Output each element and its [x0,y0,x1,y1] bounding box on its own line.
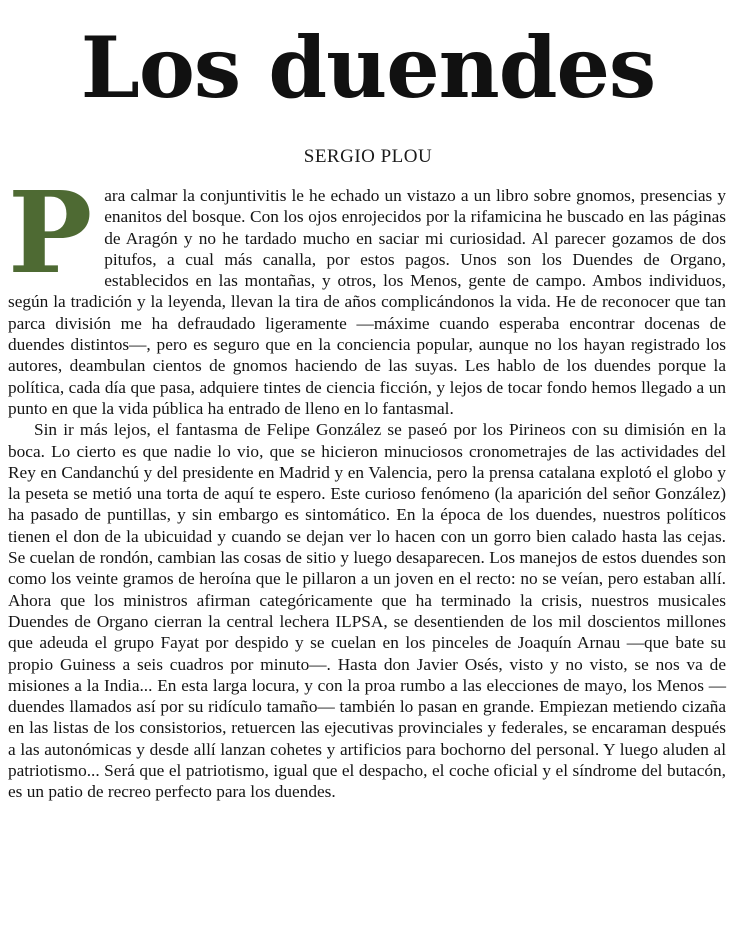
paragraph-1 [8,168,726,419]
drop-cap: P [8,168,93,299]
paragraph-2: Sin ir más lejos, el fantasma de Felipe González se paseó por los Pirineos con su dimisión en la boca. Lo cierto es que nadie lo vio, que se hicieron minuciosos cronometrajes de las actividades del Rey en Candanchú y del presidente en Madrid y en Valencia, pero la prensa catalana explotó el globo y la peseta se metió una torta de aquí te espero. Este curioso fenómeno (la aparición del señor González) ha pasado de puntillas, y sin embargo es sintomático. En la época de los duendes, nuestros políticos tienen el don de la ubicuidad y cuando se dejan ver lo hacen con un gorro bien calado hasta las cejas. Se cuelan de rondón, cambian las cosas de sitio y luego desaparecen. Los manejos de estos duendes son como los veinte gramos de heroína que le pillaron a un joven en el recto: no se veían, pero estaban allí. Ahora que los ministros afirman categóricamente que ha terminado la crisis, nuestros musicales Duendes de Organo cierran la central lechera ILPSA, se desentienden de los mil doscientos millones que adeuda el grupo Fayat por despido y se cuelan en los pinceles de Joaquín Arnau —que bate su propio Guiness a seis cuadros por minuto—. Hasta don Javier Osés, visto y no visto, se nos va de misiones a la India... En esta larga locura, y con la proa rumbo a las elecciones de mayo, los Menos —duendes llamados así por su ridículo tamaño— también lo pasan en grande. Empiezan metiendo cizaña en las listas de los consistorios, retuercen las ejecutivas provinciales y federales, se encaraman después a las autonómicas y desde allí lanzan cohetes y artificios para bochorno del personal. Y luego aluden al patriotismo... Será que el patriotismo, igual que el despacho, el coche oficial y el síndrome del butacón, es un patio de recreo perfecto para los duendes. [8,420,726,802]
paragraph-1-text: ara calmar la conjuntivitis le he echado un vistazo a un libro sobre gnomos, presencias y enanitos del bosque. Con los ojos enrojecidos por la rifamicina he buscado en las páginas de Aragón y no he tardado mucho en saciar mi curiosidad. Al parecer gozamos de dos pitufos, a cual más canalla, por estos pagos. Unos son los Duendes de Organo, establecidos en las montañas, y otros, los Menos, gente de campo. Ambos individuos, según la tradición y la leyenda, llevan la tira de años complicándonos la vida. He de reconocer que tan parca división me ha defraudado ligeramente —máxime cuando esperaba encontrar docenas de duendes distintos—, pero es seguro que en la conciencia popular, aunque no los hayan registrado los autores, deambulan cientos de gnomos haciendo de las suyas. Les hablo de los duendes porque la política, cada día que pasa, adquiere tintes de ciencia ficción, y lejos de tocar fondo hemos llegado a un punto en que la vida pública ha entrado de lleno en lo fantasmal. [8,186,726,418]
article-author: SERGIO PLOU [303,146,433,167]
article-body [8,168,726,803]
article-title: Los duendes [80,18,656,117]
